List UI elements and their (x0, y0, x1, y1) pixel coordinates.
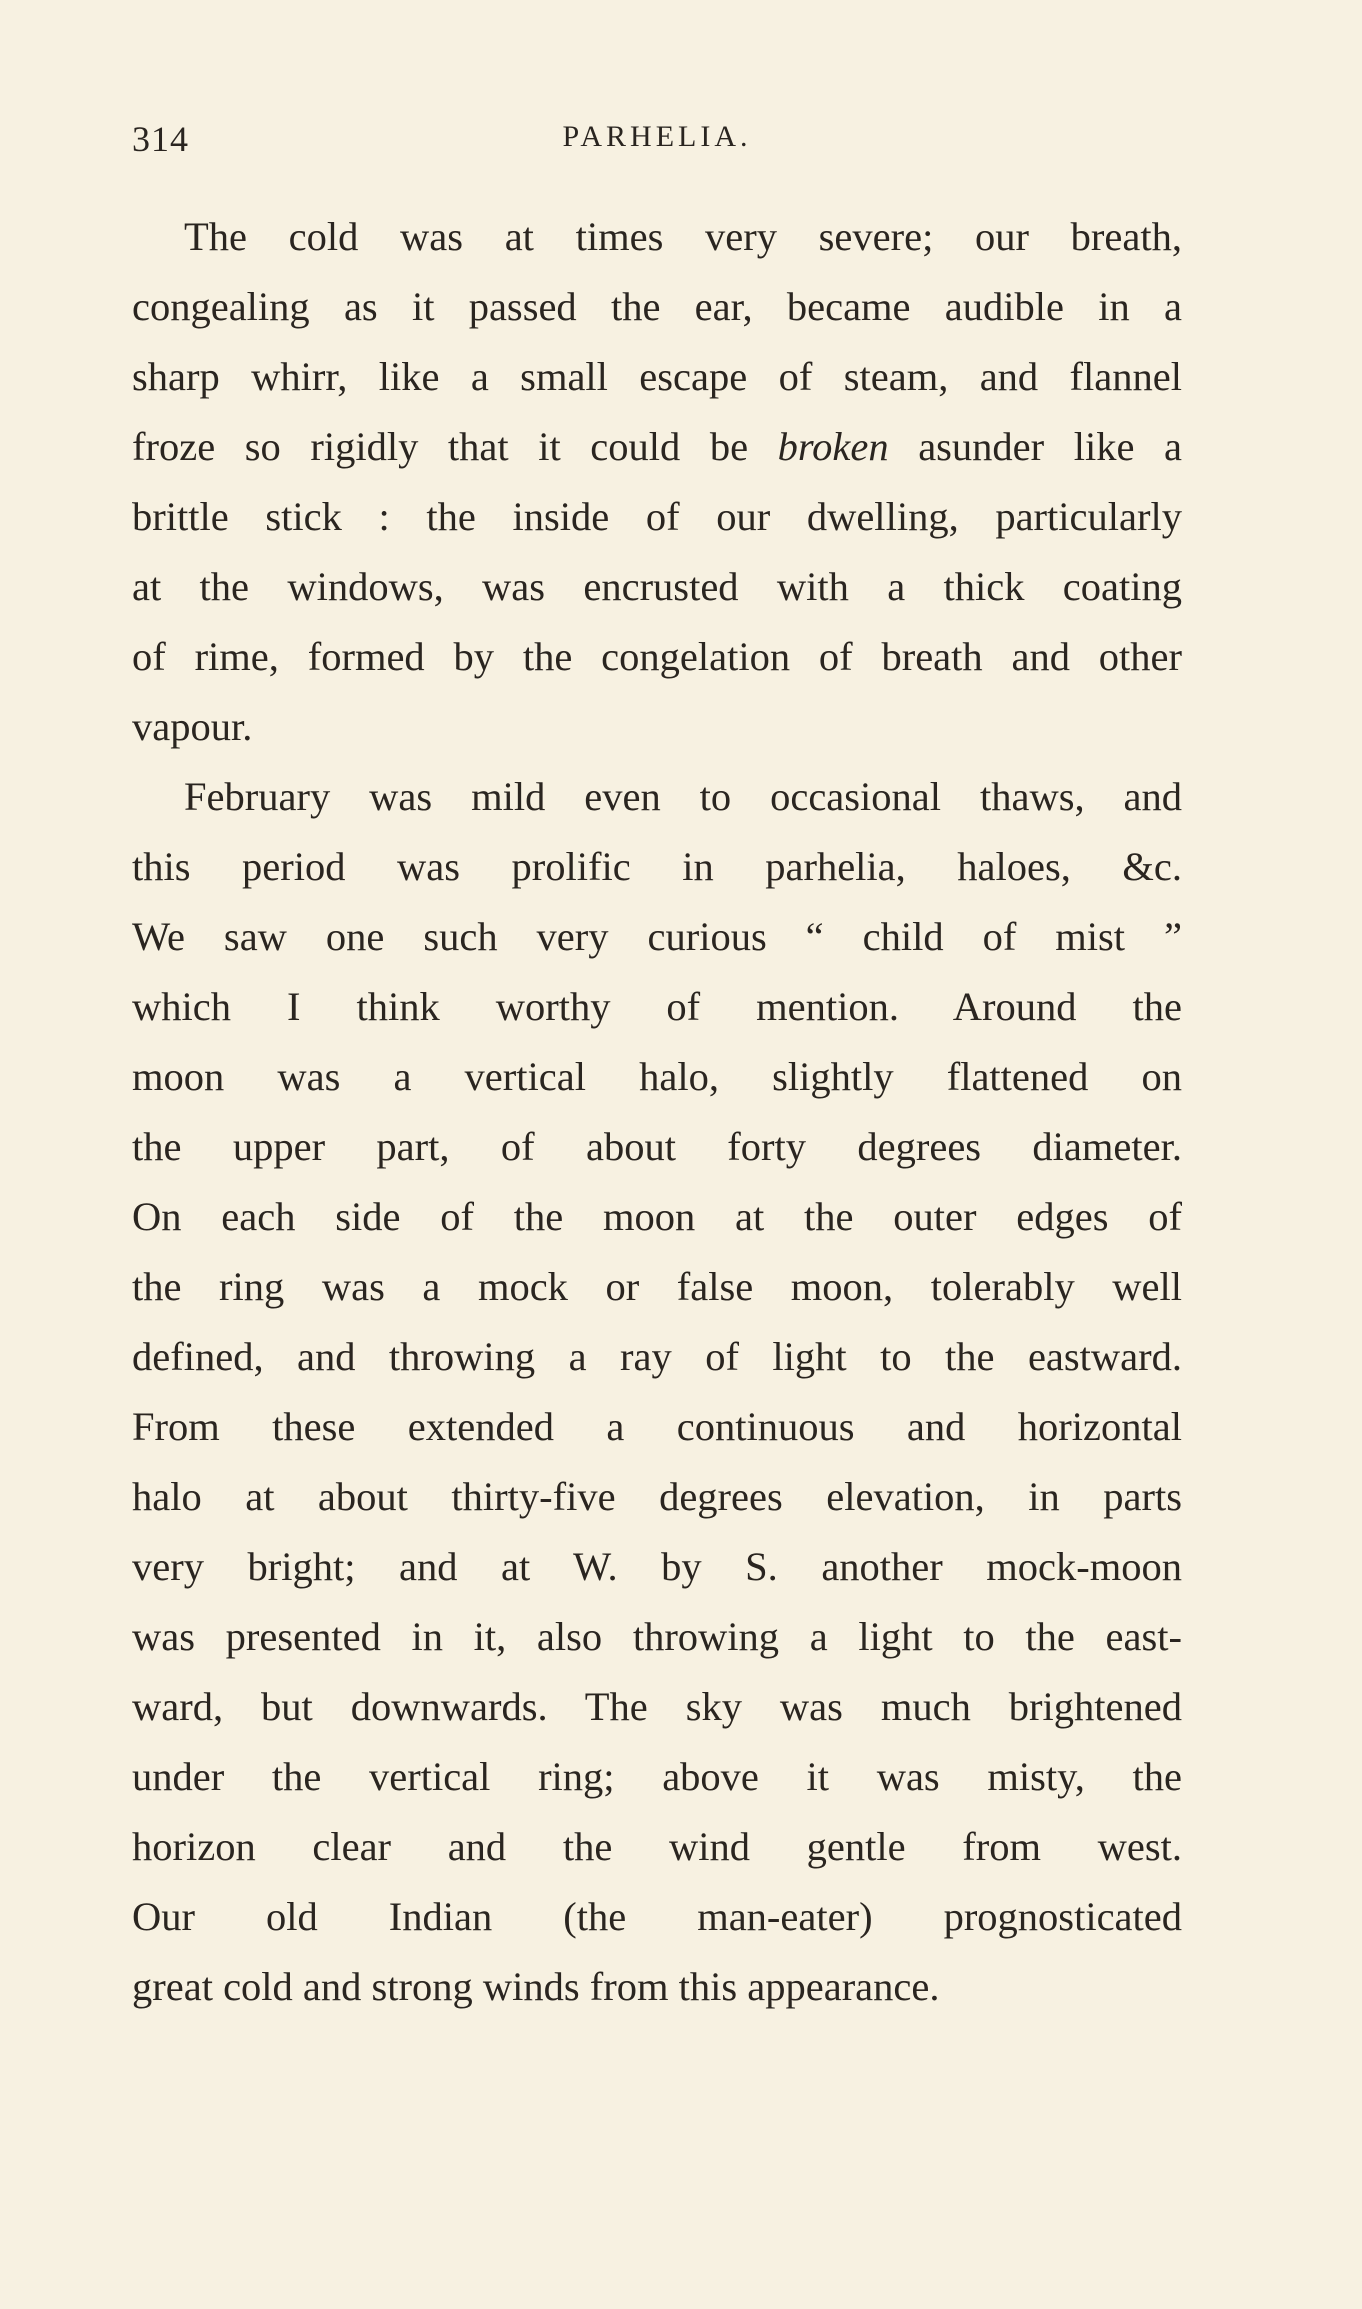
paragraph-2-line-3: We saw one such very curious “ child of mist ” (132, 914, 1182, 959)
line-text-before-italic: froze so rigidly that it could be (132, 424, 778, 469)
paragraph-2-line-13: was presented in it, also throwing a light to the east- (132, 1614, 1182, 1659)
line-text-after-italic: asunder like a (888, 424, 1183, 469)
paragraph-1-line-5: brittle stick : the inside of our dwelling, particularly (132, 494, 1182, 539)
running-head (132, 118, 1182, 168)
paragraph-2-line-8: the ring was a mock or false moon, tolerably well (132, 1264, 1182, 1309)
paragraph-2-line-9: defined, and throwing a ray of light to the eastward. (132, 1334, 1182, 1379)
paragraph-2-line-15: under the vertical ring; above it was misty, the (132, 1754, 1182, 1799)
paragraph-2-line-5: moon was a vertical halo, slightly flattened on (132, 1054, 1182, 1099)
paragraph-1-line-1: The cold was at times very severe; our breath, (184, 214, 1182, 259)
paragraph-2-line-14: ward, but downwards. The sky was much brightened (132, 1684, 1182, 1729)
paragraph-1-line-3: sharp whirr, like a small escape of steam, and flannel (132, 354, 1182, 399)
paragraph-1-line-6: at the windows, was encrusted with a thick coating (132, 564, 1182, 609)
running-title: PARHELIA. (562, 120, 752, 153)
paragraph-2-line-7: On each side of the moon at the outer edges of (132, 1194, 1182, 1239)
paragraph-1-line-7: of rime, formed by the congelation of breath and other (132, 634, 1182, 679)
paragraph-2-line-17: Our old Indian (the man-eater) prognosticated (132, 1894, 1182, 1939)
body-text (132, 202, 1182, 2022)
paragraph-2-line-1: February was mild even to occasional thaws, and (184, 774, 1182, 819)
paragraph-2-line-18: great cold and strong winds from this appearance. (132, 1964, 940, 2009)
paragraph-2-line-11: halo at about thirty-five degrees elevation, in parts (132, 1474, 1182, 1519)
paragraph-1-line-2: congealing as it passed the ear, became audible in a (132, 284, 1182, 329)
paragraph-2-line-12: very bright; and at W. by S. another mock-moon (132, 1544, 1182, 1589)
paragraph-2-line-16: horizon clear and the wind gentle from west. (132, 1824, 1182, 1869)
paragraph-2-line-2: this period was prolific in parhelia, haloes, &c. (132, 844, 1182, 889)
page-number: 314 (132, 119, 189, 159)
paragraph-2-line-6: the upper part, of about forty degrees diameter. (132, 1124, 1182, 1169)
paragraph-2-line-4: which I think worthy of mention. Around the (132, 984, 1182, 1029)
paragraph-1-line-8: vapour. (132, 704, 253, 749)
paragraph-2-line-10: From these extended a continuous and horizontal (132, 1404, 1182, 1449)
italic-word: broken (777, 424, 889, 469)
paragraph-1-line-4 (132, 412, 1182, 482)
